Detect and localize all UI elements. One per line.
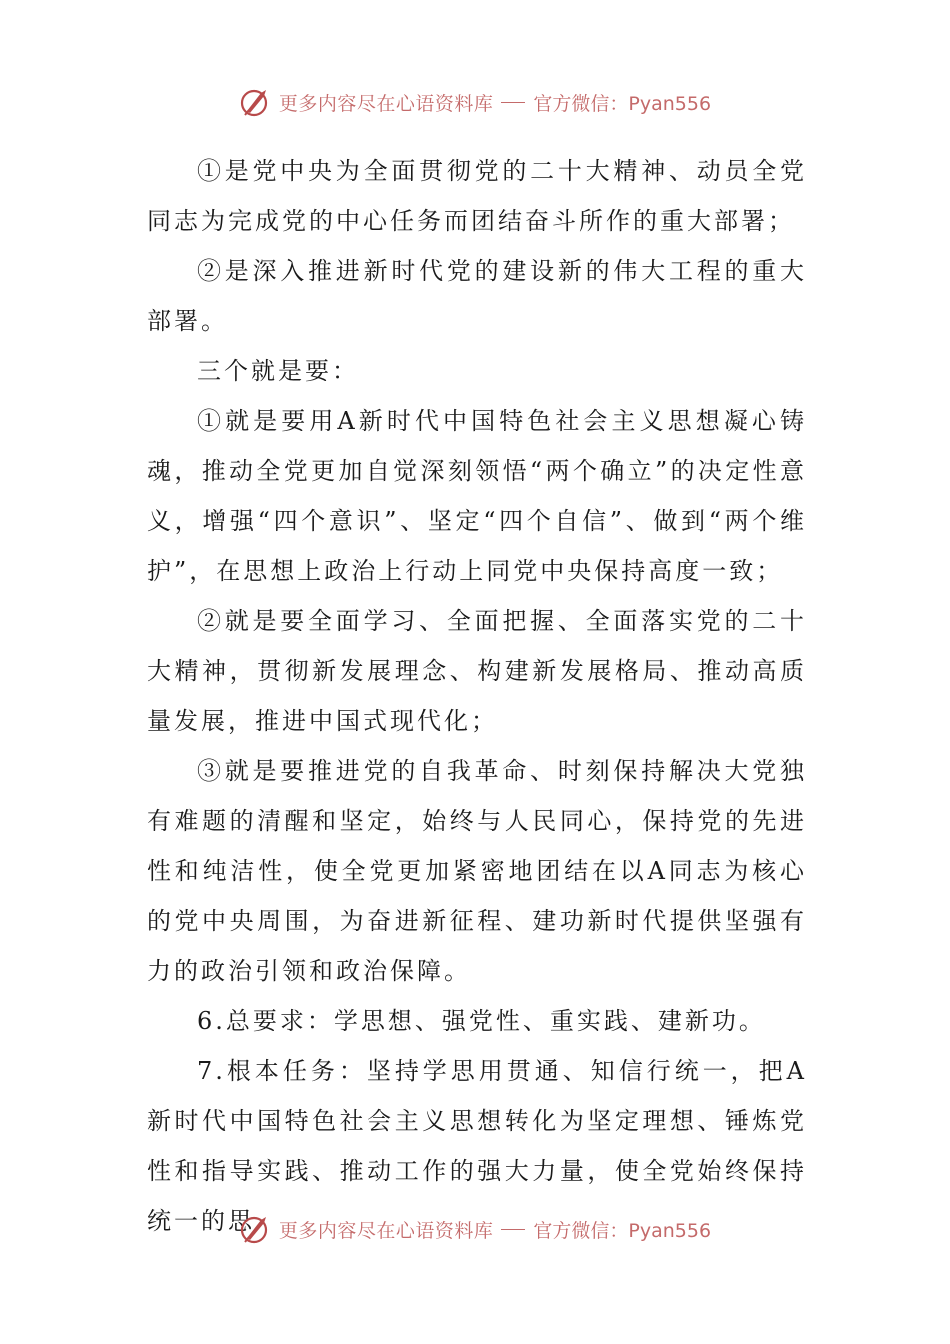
paragraph-5: ②就是要全面学习、全面把握、全面落实党的二十大精神，贯彻新发展理念、构建新发展格局、推动高质量发展，推进中国式现代化； [147,607,807,735]
paragraph-4: ①就是要用A新时代中国特色社会主义思想凝心铸魂，推动全党更加自觉深刻领悟“两个确立”的决定性意义，增强“四个意识”、坚定“四个自信”、做到“两个维护”，在思想上政治上行动上同党中央保持高度一致； [147,407,807,585]
paragraph-1: ①是党中央为全面贯彻党的二十大精神、动员全党同志为完成党的中心任务而团结奋斗所作的重大部署； [147,157,807,235]
footer-banner-text: 更多内容尽在心语资料库 [278,1219,494,1242]
paragraph-8: 7.根本任务：坚持学思用贯通、知信行统一，把A新时代中国特色社会主义思想转化为坚定理想、锤炼党性和指导实践、推动工作的强大力量，使全党始终保持统一的思 [147,1057,807,1235]
document-body [147,146,807,1246]
header-banner-separator [501,102,525,103]
pen-logo-icon [239,1212,273,1246]
header-banner [0,80,950,124]
pen-logo-icon [239,85,273,119]
footer-banner-separator [501,1229,525,1230]
header-banner-text: 更多内容尽在心语资料库 [278,92,494,115]
footer-banner-content [239,1212,711,1246]
header-wechat-text: 官方微信：Pyan556 [533,92,712,115]
paragraph-3: 三个就是要： [197,357,359,385]
footer-wechat-text: 官方微信：Pyan556 [533,1219,712,1242]
paragraph-6: ③就是要推进党的自我革命、时刻保持解决大党独有难题的清醒和坚定，始终与人民同心，保持党的先进性和纯洁性，使全党更加紧密地团结在以A同志为核心的党中央周围，为奋进新征程、建功新时代提供坚强有力的政治引领和政治保障。 [147,757,807,985]
paragraph-2: ②是深入推进新时代党的建设新的伟大工程的重大部署。 [147,257,807,335]
paragraph-7: 6.总要求：学思想、强党性、重实践、建新功。 [197,1007,766,1035]
footer-banner [0,1207,950,1251]
header-banner-content [239,85,711,119]
